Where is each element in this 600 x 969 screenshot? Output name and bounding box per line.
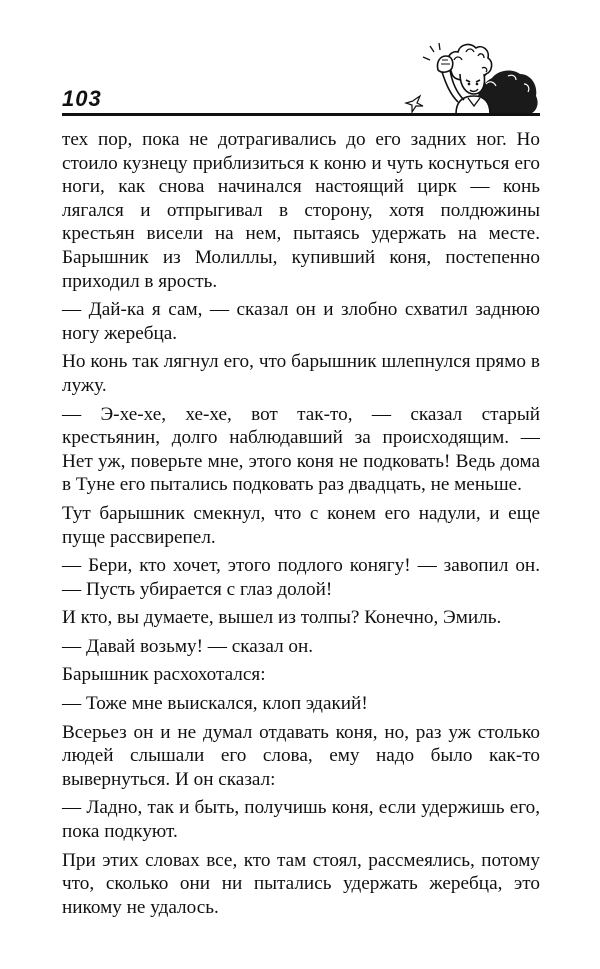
boy-with-raised-fist-icon xyxy=(390,40,540,116)
paragraph: тех пор, пока не дотрагивались до его задних ног. Но стоило кузнецу приблизиться к коню и чуть коснуться его ноги, как снова начинался настоящий цирк — конь лягался и отпрыгивал в сторону, хотя полдюжины крестьян висели на нем, пытаясь удержать на месте. Барышник из Молиллы, купивший коня, постепенно приходил в ярость. xyxy=(62,129,540,292)
paragraph: — Э-хе-хе, хе-хе, вот так-то, — сказал старый крестьянин, долго наблюдавший за происходящим. — Нет уж, поверьте мне, этого коня не подковать! Ведь дома в Туне его пытались подковать раз двадцать, не меньше. xyxy=(62,403,540,496)
header-rule xyxy=(62,113,540,116)
paragraph: — Ладно, так и быть, получишь коня, если удержишь его, пока подкуют. xyxy=(62,797,540,843)
paragraph: — Давай возьму! — сказал он. xyxy=(62,635,314,657)
paragraph: Тут барышник смекнул, что с конем его надули, и еще пуще рассвирепел. xyxy=(62,502,540,548)
paragraph: — Тоже мне выискался, клоп эдакий! xyxy=(62,693,368,715)
body-text xyxy=(62,128,540,924)
paragraph: Но конь так лягнул его, что барышник шлепнулся прямо в лужу. xyxy=(62,351,540,396)
paragraph: При этих словах все, кто там стоял, рассмеялись, потому что, сколько они ни пытались удержать жеребца, это никому не удалось. xyxy=(62,849,540,918)
paragraph: Всерьез он и не думал отдавать коня, но, раз уж столько людей слышали его слова, ему надо было как-то вывернуться. И он сказал: xyxy=(62,721,540,790)
paragraph: — Дай-ка я сам, — сказал он и злобно схватил заднюю ногу жеребца. xyxy=(62,299,540,344)
paragraph: И кто, вы думаете, вышел из толпы? Конечно, Эмиль. xyxy=(62,607,502,629)
page-number: 103 xyxy=(62,86,102,111)
paragraph: Барышник расхохотался: xyxy=(62,664,266,686)
paragraph: — Бери, кто хочет, этого подлого конягу! — завопил он. — Пусть убирается с глаз долой! xyxy=(62,555,540,600)
page-header xyxy=(62,40,540,118)
